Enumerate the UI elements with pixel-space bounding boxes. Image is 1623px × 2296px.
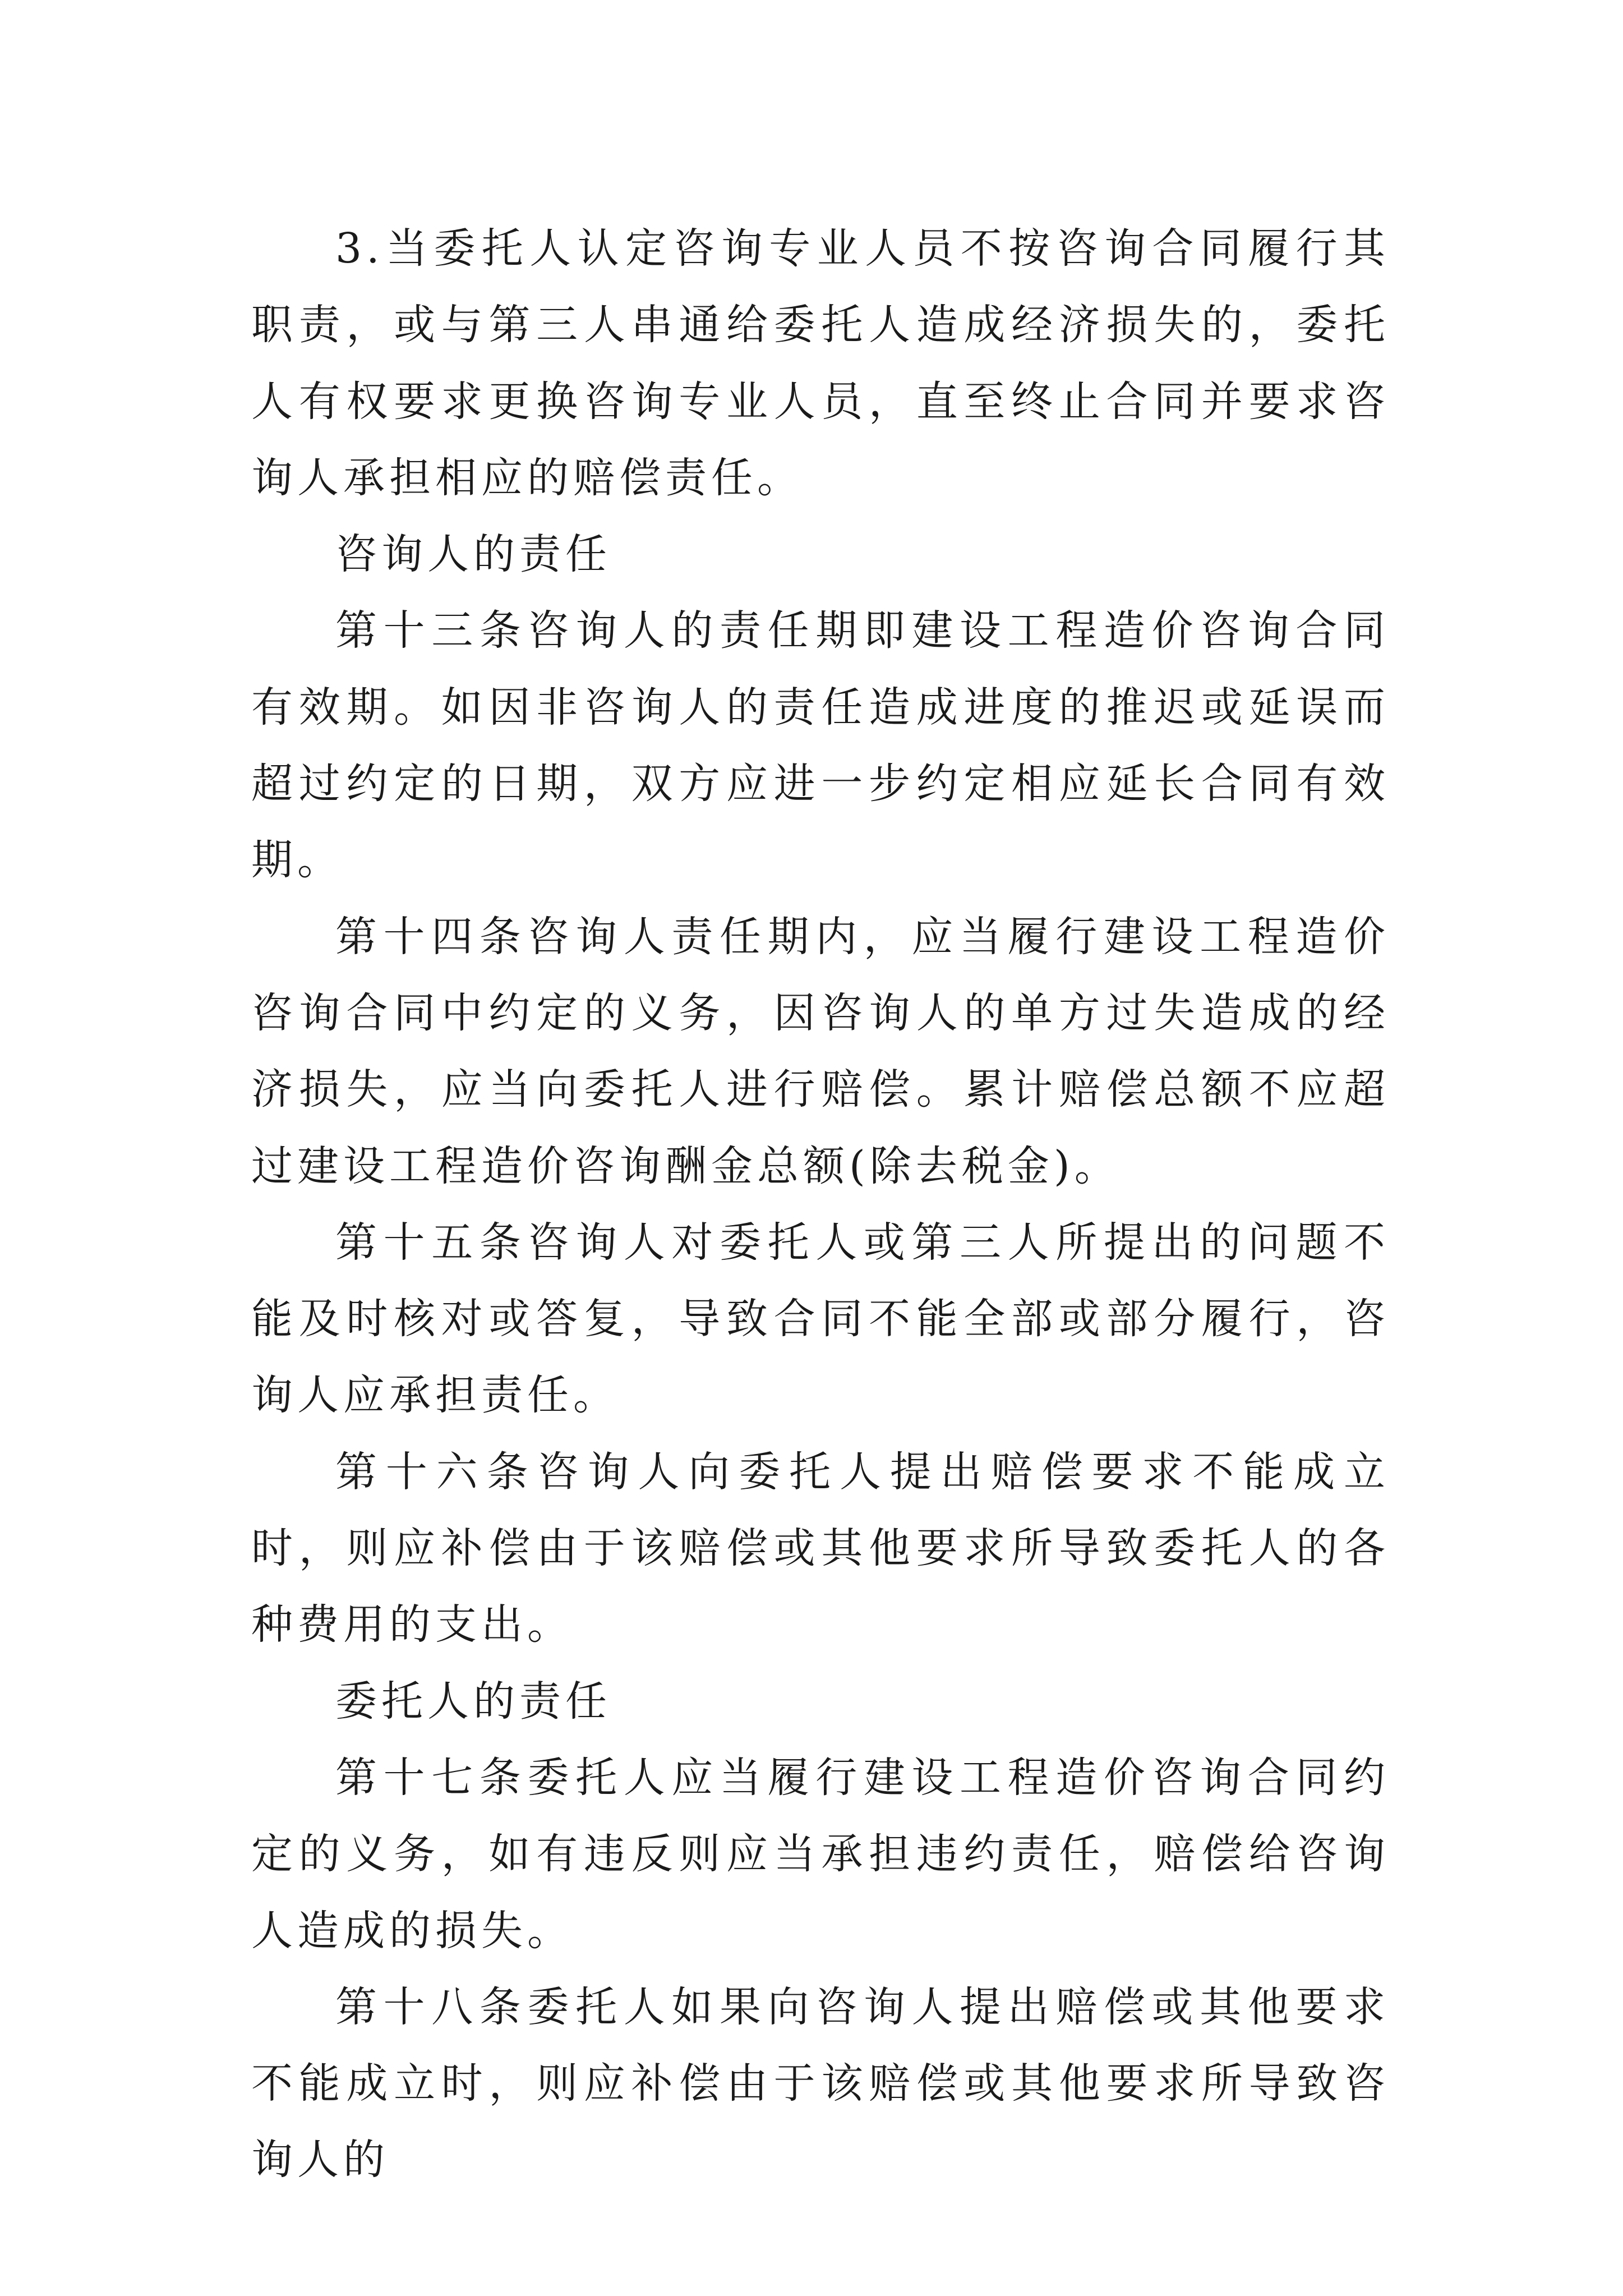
paragraph-article-18: 第十八条委托人如果向咨询人提出赔偿或其他要求不能成立时，则应补偿由于该赔偿或其他要求所导致咨询人的 — [251, 1982, 1390, 2184]
paragraph-article-17: 第十七条委托人应当履行建设工程造价咨询合同约定的义务，如有违反则应当承担违约责任，赔偿给咨询人造成的损失。 — [251, 1753, 1390, 1955]
document-body — [251, 210, 1390, 2198]
section-heading-consultant-liability: 咨询人的责任 — [335, 530, 611, 579]
paragraph-article-15: 第十五条咨询人对委托人或第三人所提出的问题不能及时核对或答复，导致合同不能全部或部分履行，咨询人应承担责任。 — [251, 1218, 1390, 1420]
paragraph-clause-3: 3.当委托人认定咨询专业人员不按咨询合同履行其职责，或与第三人串通给委托人造成经济损失的，委托人有权要求更换咨询专业人员，直至终止合同并要求咨询人承担相应的赔偿责任。 — [251, 224, 1390, 502]
section-heading-client-liability: 委托人的责任 — [335, 1677, 611, 1726]
paragraph-article-14: 第十四条咨询人责任期内，应当履行建设工程造价咨询合同中约定的义务，因咨询人的单方过失造成的经济损失，应当向委托人进行赔偿。累计赔偿总额不应超过建设工程造价咨询酬金总额(除去税金)。 — [251, 912, 1390, 1190]
paragraph-article-16: 第十六条咨询人向委托人提出赔偿要求不能成立时，则应补偿由于该赔偿或其他要求所导致委托人的各种费用的支出。 — [251, 1447, 1390, 1649]
paragraph-article-13: 第十三条咨询人的责任期即建设工程造价咨询合同有效期。如因非咨询人的责任造成进度的推迟或延误而超过约定的日期，双方应进一步约定相应延长合同有效期。 — [251, 606, 1390, 885]
